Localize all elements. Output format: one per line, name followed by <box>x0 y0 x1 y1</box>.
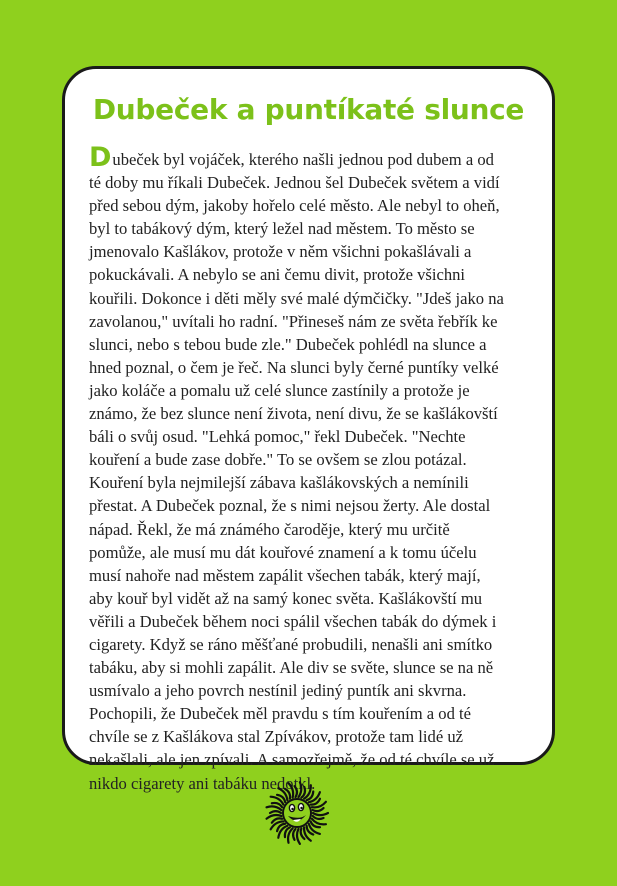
story-line: přestat. A Dubeček poznal, že s nimi nejsou žerty. Ale dostal <box>89 496 491 516</box>
story-text <box>89 142 534 795</box>
story-line: cigarety. Když se ráno měšťané probudili, nenašli ani smítko <box>89 634 493 654</box>
story-line: aby kouř byl vidět až na samý konec světa. Kašlákovští mu <box>89 588 483 608</box>
story-line: tabáku, aby si mohli zapálit. Ale div se světe, slunce se na ně <box>89 658 494 678</box>
story-line: chvíle se z Kašlákova stal Zpívákov, protože tam lidé už <box>89 727 463 747</box>
story-line: kouření a bude zase dobře." To se ovšem se zlou potázal. <box>89 450 467 470</box>
story-line: nápad. Řekl, že má známého čaroděje, který mu určitě <box>89 519 450 539</box>
story-line: kouřili. Dokonce i děti měly své malé dýmčičky. "Jdeš jako na <box>89 288 504 308</box>
first-line-text: ubeček byl vojáček, kterého našli jednou pod dubem a od <box>112 150 494 169</box>
story-line: jmenovalo Kašlákov, protože v něm všichni pokašlávali a <box>89 242 472 262</box>
story-line: pomůže, ale musí mu dát kouřové znamení a k tomu účelu <box>89 542 477 562</box>
story-title: Dubeček a puntíkaté slunce <box>92 93 525 126</box>
drop-cap: D <box>89 142 112 173</box>
story-line: známo, že bez slunce není života, není divu, že se kašlákovští <box>89 404 498 424</box>
story-line: byl to tabákový dým, který ležel nad městem. To město se <box>89 219 475 239</box>
sun-ray <box>267 806 282 810</box>
sun-ray <box>293 829 295 840</box>
sun-ray <box>298 782 301 797</box>
story-line: slunci, nebo s tebou bude zle." Dubeček pohlédl na slunce a <box>89 334 487 354</box>
sun-ray <box>313 816 324 819</box>
story-line: Pochopili, že Dubeček měl pravdu s tím kouřením a od té <box>89 704 472 724</box>
story-line: zavolanou," uvítali ho radní. "Přineseš nám ze světa řebřík ke <box>89 311 498 331</box>
story-line: hned poznal, o čem je řeč. Na slunci byly černé puntíky velké <box>89 357 499 377</box>
smiling-sun-icon <box>264 779 330 845</box>
sun-ray <box>295 786 297 797</box>
sun-ray <box>288 828 293 842</box>
story-line: před sebou dým, jakoby hořelo celé město. Ale nebyl to oheň, <box>89 196 500 216</box>
story-line: pokuckávali. A nebylo se ani čemu divit, protože všichni <box>89 265 466 285</box>
story-first-line <box>89 142 534 173</box>
story-line: báli o svůj osud. "Lehká pomoc," řekl Dubeček. "Nechte <box>89 427 466 447</box>
sun-ray <box>297 829 300 844</box>
story-line: musí nahoře nad městem zapálit všechen tabák, který mají, <box>89 565 481 585</box>
story-line: věřili a Dubeček během noci spálil všechen tabák do dýmek i <box>89 611 497 631</box>
story-line: Kouření byla nejmilejší zábava kašlákovských a nemínili <box>89 473 469 493</box>
story-line: té doby mu říkali Dubeček. Jednou šel Dubeček světem a vidí <box>89 173 500 193</box>
sun-ray <box>313 813 328 815</box>
story-line: nikdo cigarety ani tabáku nedotkl. <box>89 773 316 793</box>
sun-ray <box>270 811 281 813</box>
story-line: usmívalo a jeho povrch nestínil jediný puntík ani skvrna. <box>89 681 467 701</box>
story-card <box>62 66 555 793</box>
story-line: nekašlali, ale jen zpívali. A samozřejmě, že od té chvíle se už <box>89 750 495 770</box>
story-line: jako koláče a pomalu už celé slunce zastínily a protože je <box>89 380 470 400</box>
